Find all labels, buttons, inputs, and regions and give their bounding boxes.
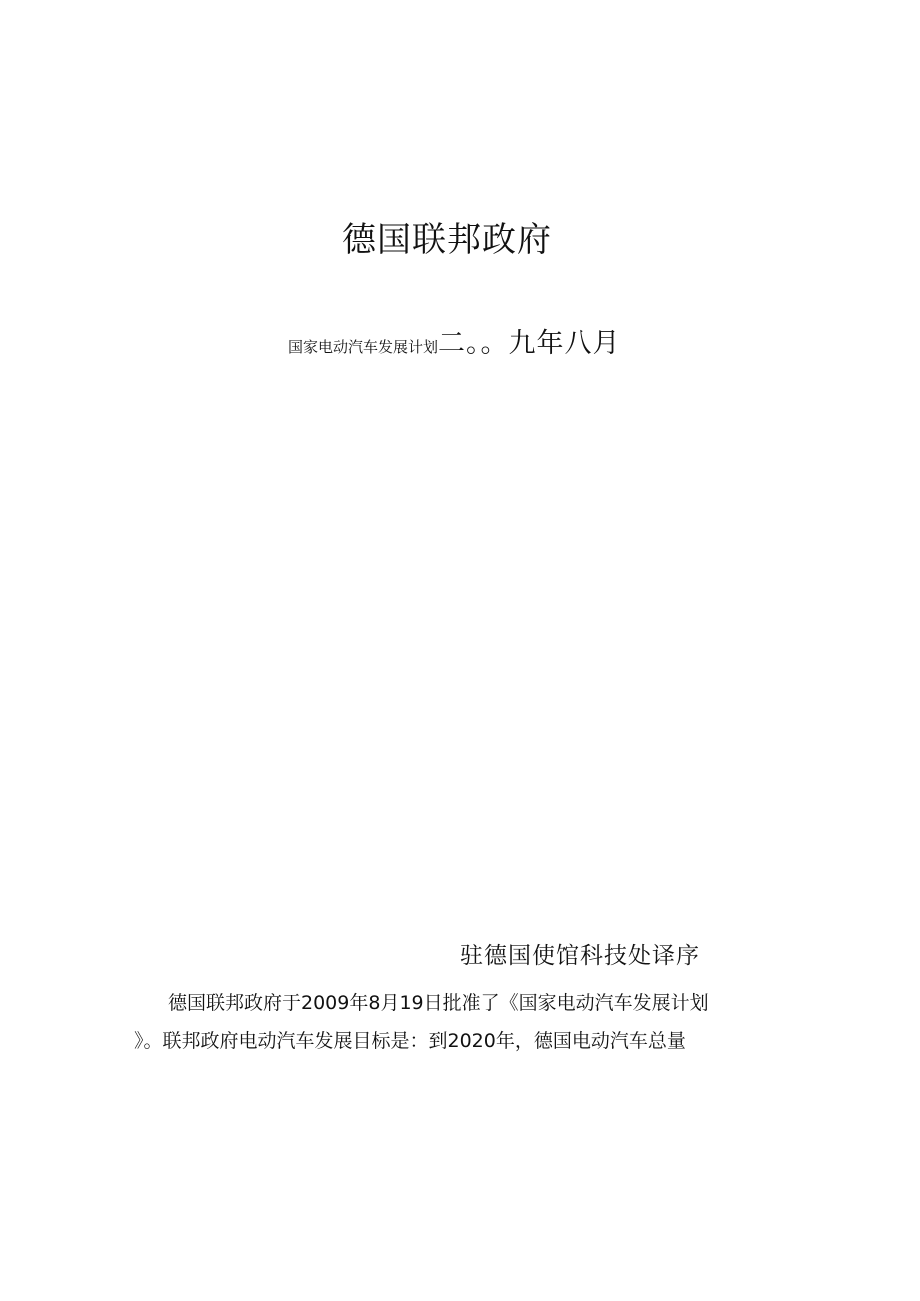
paragraph-line: 德国联邦政府于2009年8月19日批准了《国家电动汽车发展计划 xyxy=(168,992,709,1014)
paragraph-line: 》。联邦政府电动汽车发展目标是：到2020年，德国电动汽车总量 xyxy=(134,1030,686,1052)
publication-date: 二。。九年八月 xyxy=(438,328,621,359)
document-title: 德国联邦政府 xyxy=(342,220,552,260)
body-paragraph xyxy=(134,984,784,1060)
subtitle-line xyxy=(288,320,621,368)
plan-name: 国家电动汽车发展计划 xyxy=(288,338,439,356)
translator-note-heading: 驻德国使馆科技处译序 xyxy=(460,943,700,969)
